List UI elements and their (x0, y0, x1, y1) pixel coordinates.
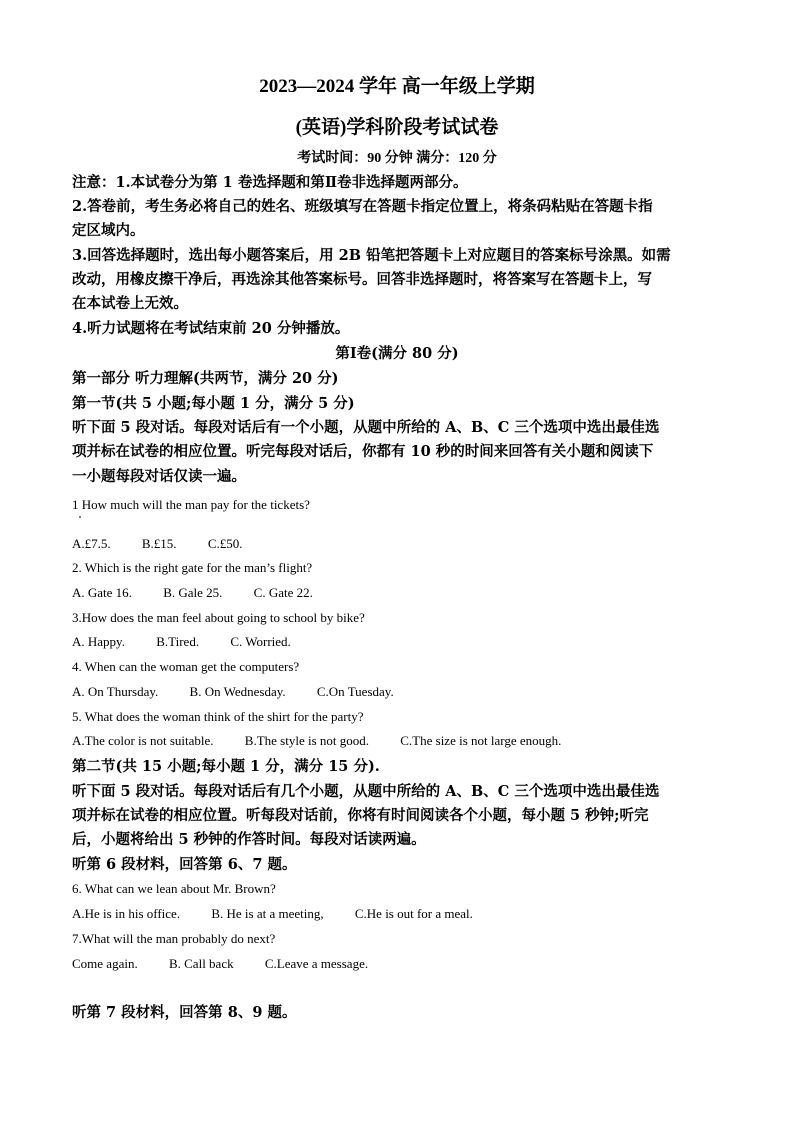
question-3: 3.How does the man feel about going to school by bike? (72, 610, 365, 625)
instruction-line: 听下面 5 段对话。每段对话后有几个小题，从题中所给的 A、B、C 三个选项中选出最佳选 (72, 783, 660, 800)
question-2: 2. Which is the right gate for the man’s flight? (72, 560, 313, 575)
part-heading: 第一部分 听力理解(共两节，满分 20 分) (72, 370, 339, 387)
instruction-line: 项并标在试卷的相应位置。听完每段对话后，你都有 10 秒的时间来回答有关小题和阅读下 (72, 443, 654, 460)
option-c: C. Worried. (230, 634, 291, 649)
note-line: 2.答卷前，考生务必将自己的姓名、班级填写在答题卡指定位置上，将条码粘贴在答题卡指 (72, 198, 653, 215)
note-line: 3.回答选择题时，选出每小题答案后，用 2B 铅笔把答题卡上对应题目的答案标号涂黑。如需 (72, 247, 671, 264)
question-6-options (72, 905, 501, 923)
section-heading: 第二节(共 15 小题;每小题 1 分，满分 15 分). (72, 758, 380, 775)
question-7: 7.What will the man probably do next? (72, 931, 276, 946)
option-a: A.The color is not suitable. (72, 733, 214, 748)
instruction-line: 项并标在试卷的相应位置。听每段对话前，你将有时间阅读各个小题，每小题 5 秒钟;听完 (72, 807, 649, 824)
note-line: 改动，用橡皮擦干净后，再选涂其他答案标号。回答非选择题时，将答案写在答题卡上，写 (72, 271, 652, 288)
option-a: A. Gate 16. (72, 585, 132, 600)
option-b: B.The style is not good. (244, 733, 369, 748)
question-4-options (72, 683, 422, 701)
option-a: A. On Thursday. (72, 684, 159, 699)
option-a: A. Happy. (72, 634, 125, 649)
instruction-line: 听下面 5 段对话。每段对话后有一个小题，从题中所给的 A、B、C 三个选项中选出最佳选 (72, 419, 660, 436)
option-c: C.He is out for a meal. (354, 906, 473, 921)
option-c: C.The size is not large enough. (400, 733, 562, 748)
volume-heading: 第Ⅰ卷(满分 80 分) (335, 345, 459, 362)
option-b: B.£15. (141, 536, 177, 551)
section-heading: 第一节(共 5 小题;每小题 1 分，满分 5 分) (72, 395, 355, 412)
option-c: C.£50. (207, 536, 243, 551)
question-5-options (72, 732, 589, 750)
note-line: 在本试卷上无效。 (72, 295, 188, 312)
question-1-options (72, 535, 270, 553)
note-line: 注意：1.本试卷分为第 1 卷选择题和第Ⅱ卷非选择题两部分。 (72, 174, 468, 191)
note-line: 定区域内。 (72, 222, 145, 239)
option-c: C. Gate 22. (253, 585, 313, 600)
exam-year-title: 2023—2024 学年 高一年级上学期 (259, 76, 535, 97)
note-line: 4.听力试题将在考试结束前 20 分钟播放。 (72, 320, 350, 337)
question-5: 5. What does the woman think of the shirt for the party? (72, 709, 364, 724)
stray-dot (79, 516, 81, 518)
option-b: B. On Wednesday. (189, 684, 286, 699)
question-2-options (72, 584, 341, 602)
question-3-options (72, 633, 319, 651)
option-a: A.He is in his office. (72, 906, 181, 921)
question-6: 6. What can we lean about Mr. Brown? (72, 881, 276, 896)
option-c: C.Leave a message. (264, 956, 369, 971)
question-4: 4. When can the woman get the computers? (72, 659, 300, 674)
option-c: C.On Tuesday. (316, 684, 394, 699)
option-b: B. Call back (168, 956, 234, 971)
exam-time-score: 考试时间：90 分钟 满分：120 分 (297, 151, 497, 166)
exam-subject-title: (英语)学科阶段考试试卷 (295, 117, 499, 138)
question-7-options (72, 955, 396, 973)
option-a: Come again. (72, 956, 138, 971)
question-1: 1 How much will the man pay for the tickets? (72, 497, 310, 512)
option-b: B. Gale 25. (163, 585, 223, 600)
instruction-line: 后，小题将给出 5 秒钟的作答时间。每段对话读两遍。 (72, 831, 426, 848)
option-a: A.£7.5. (72, 536, 111, 551)
option-b: B.Tired. (156, 634, 200, 649)
option-b: B. He is at a meeting, (211, 906, 324, 921)
material-heading: 听第 6 段材料，回答第 6、7 题。 (72, 856, 297, 873)
instruction-line: 一小题每段对话仅读一遍。 (72, 468, 246, 485)
material-heading: 听第 7 段材料，回答第 8、9 题。 (72, 1004, 297, 1021)
